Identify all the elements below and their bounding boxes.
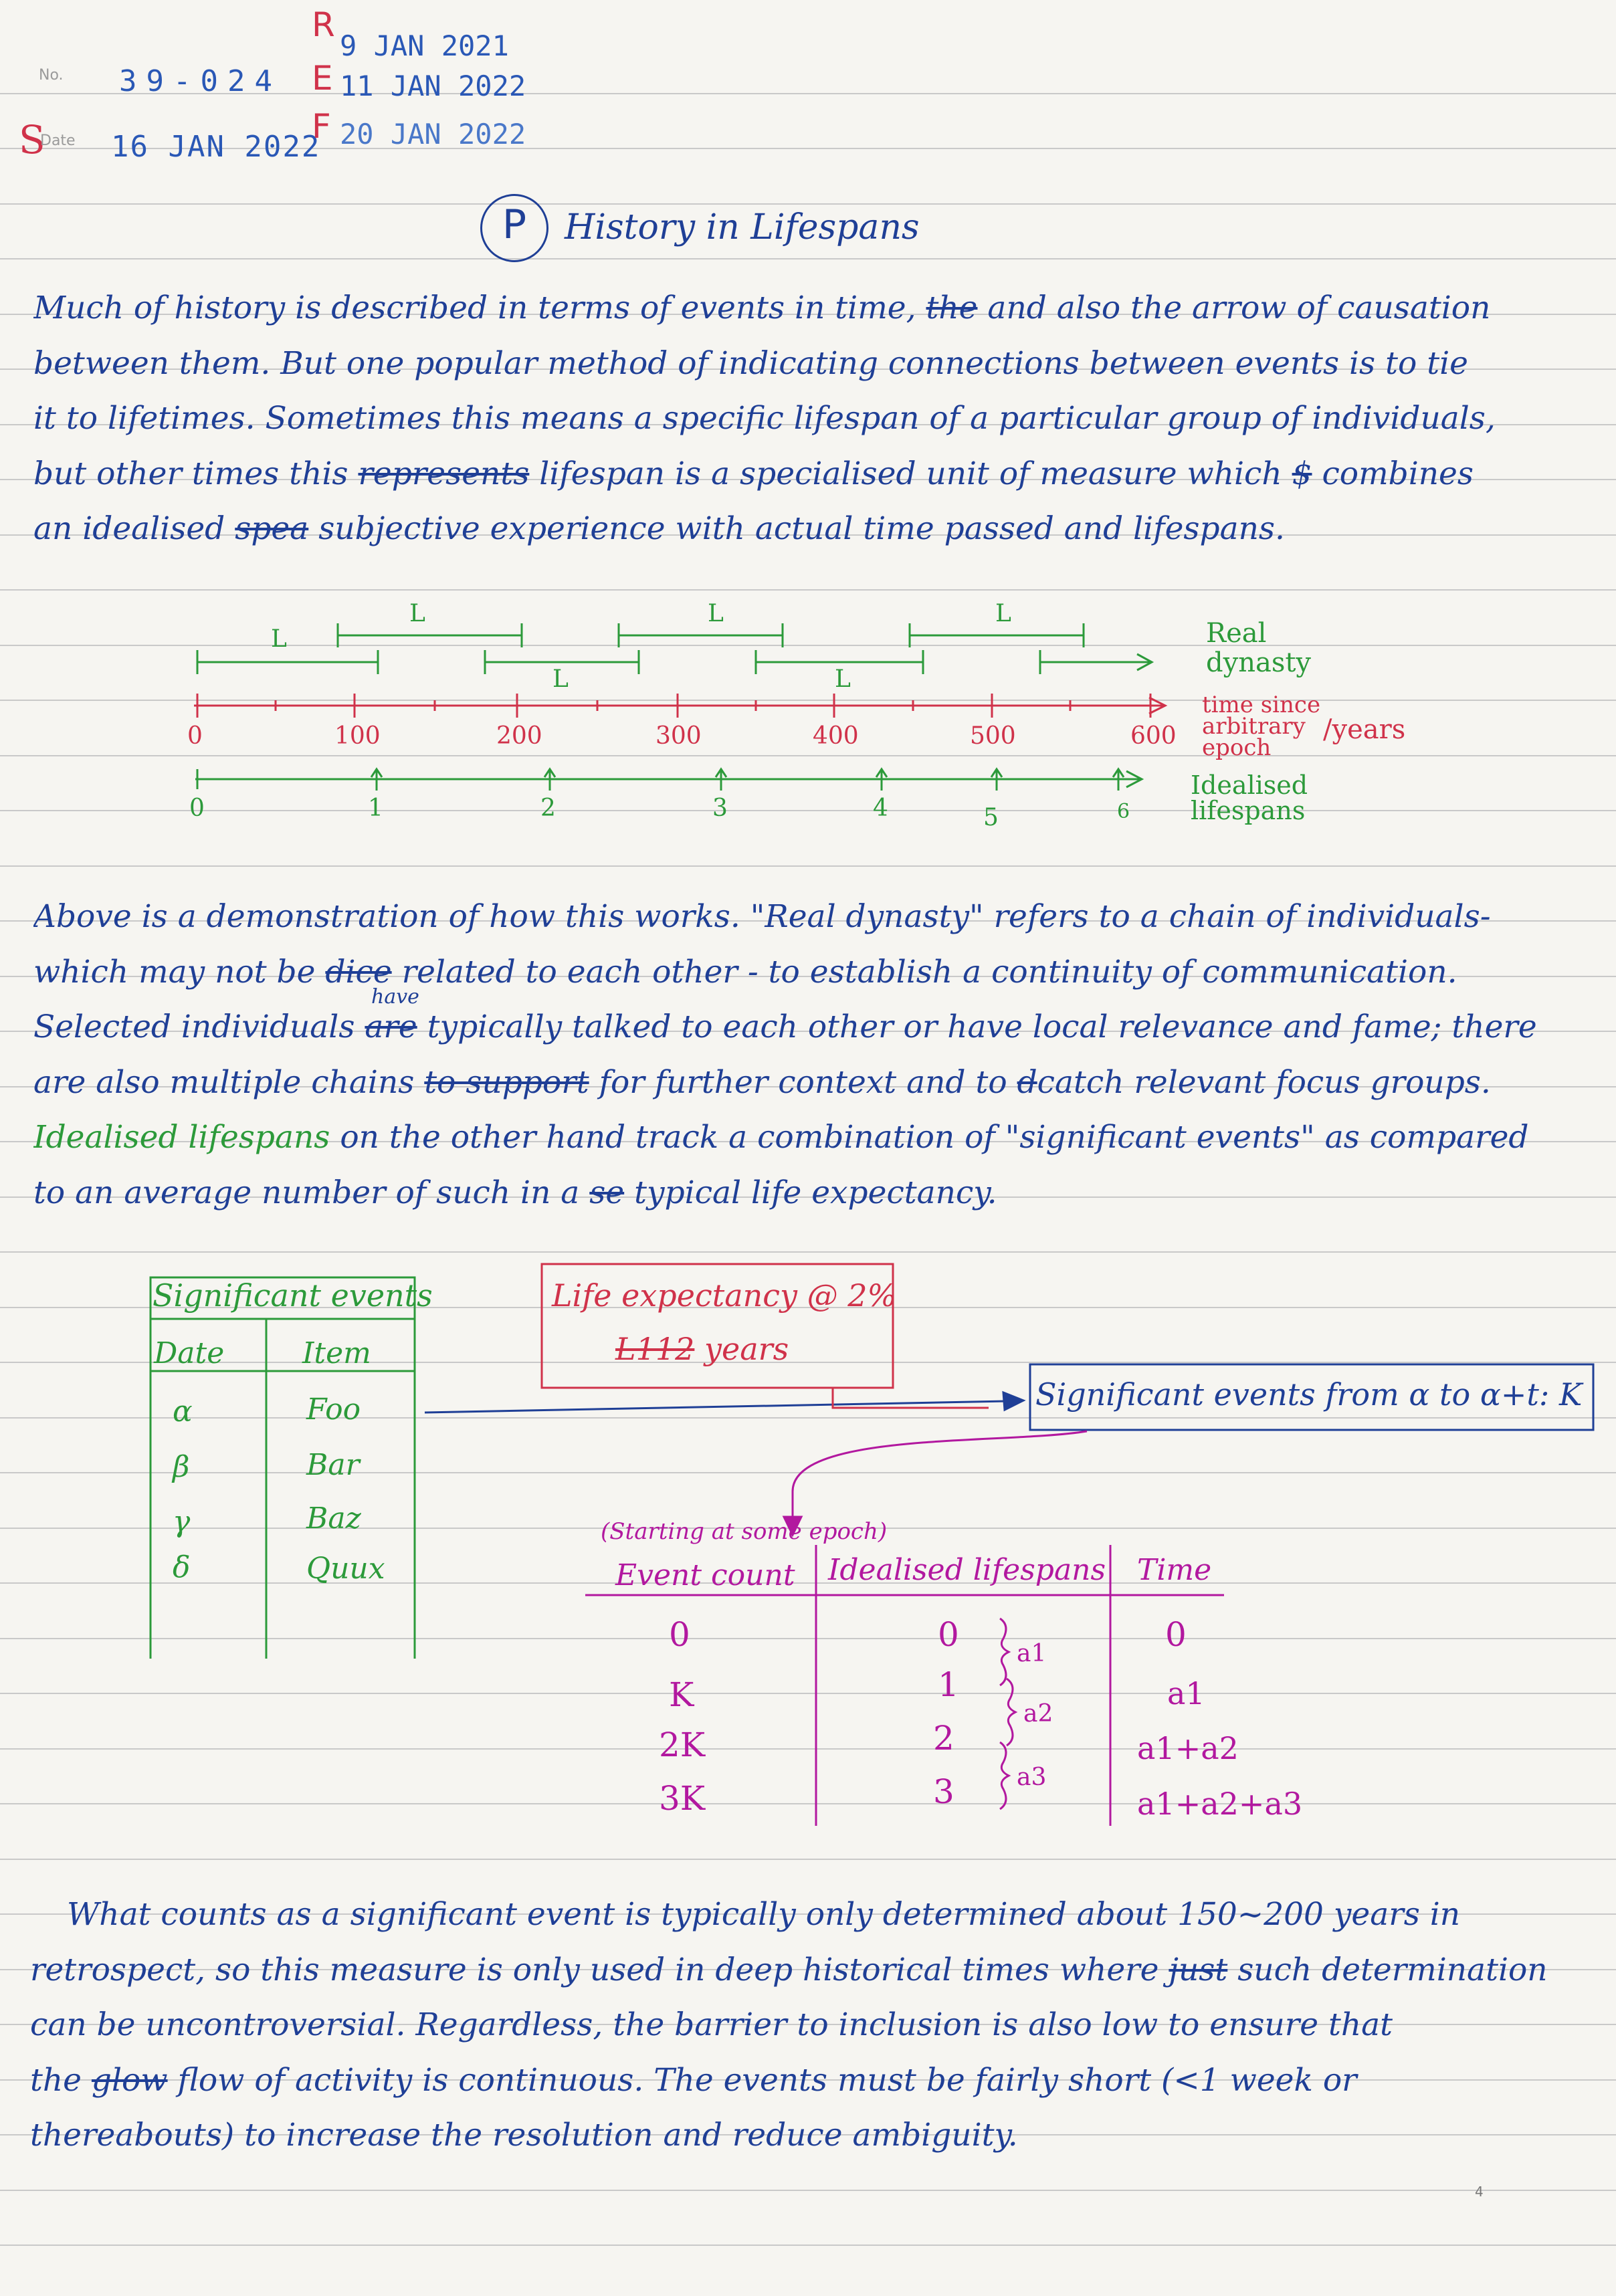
date-stamp: 16 JAN 2022 — [111, 130, 321, 164]
segment-label-l-3: L — [552, 665, 569, 693]
paragraph-3 — [30, 1887, 1589, 2164]
lifespan-tick-4: 4 — [873, 795, 888, 822]
insert-word-have: have — [371, 985, 419, 1009]
lt-lifespan: 1 — [938, 1665, 959, 1704]
p2-line-6: to an average number of such in a se typical life expectancy. — [33, 1174, 997, 1211]
lt-time: a1+a2 — [1137, 1730, 1239, 1766]
sig-row-item: Baz — [306, 1501, 361, 1536]
p1-line-2: between them. But one popular method of indicating connections between events is to tie — [33, 344, 1468, 382]
sig-table-title: Significant events — [153, 1277, 433, 1314]
real-dynasty-label: Real dynasty — [1206, 618, 1312, 678]
lt-lifespan: 0 — [938, 1615, 959, 1654]
tick-100: 100 — [334, 722, 381, 750]
title-circle-letter: P — [502, 201, 527, 248]
s-mark: S — [19, 117, 45, 163]
tick-600: 600 — [1130, 722, 1177, 750]
p3-line-5: thereabouts) to increase the resolution and reduce ambiguity. — [30, 2117, 1018, 2154]
no-label: No. — [39, 67, 64, 84]
p3-line-4: the glow flow of activity is continuous. The events must be fairly short (<1 week or — [30, 2061, 1357, 2099]
lifespan-tick-5: 5 — [983, 804, 999, 831]
segment-label-l-4: L — [708, 600, 724, 627]
sig-row-date: β — [173, 1450, 190, 1484]
ref-date-3: 20 JAN 2022 — [340, 118, 526, 150]
lifespan-tick-6: 6 — [1117, 800, 1130, 823]
sig-row-date: δ — [173, 1550, 191, 1584]
sig-header-date: Date — [154, 1336, 225, 1370]
time-axis-label: time since arbitrary epoch — [1202, 692, 1321, 761]
time-axis-unit: /years — [1323, 714, 1406, 745]
segment-label-l-5: L — [835, 665, 851, 693]
arrow-to-k-box — [425, 1392, 1023, 1413]
lt-header-idealised: Idealised lifespans — [828, 1553, 1106, 1587]
segment-label-l-1: L — [271, 625, 287, 653]
ref-letter-e: E — [312, 59, 333, 98]
life-box-line1: Life expectancy @ 2% — [552, 1277, 897, 1314]
sig-row-date: γ — [173, 1505, 191, 1539]
lt-event-count: K — [669, 1675, 694, 1714]
segment-label-l-6: L — [995, 600, 1011, 627]
life-box-value: L112 years — [615, 1331, 789, 1367]
date-label: Date — [40, 132, 76, 149]
p2-line-1: Above is a demonstration of how this works. "Real dynasty" refers to a chain of individuals- — [33, 898, 1491, 935]
p1-line-3: it to lifetimes. Sometimes this means a specific lifespan of a particular group of individuals, — [33, 400, 1496, 437]
p2-line-4: are also multiple chains to support for further context and to dcatch relevant focus groups. — [33, 1063, 1491, 1101]
page-number: 4 — [1475, 2184, 1484, 2200]
lifespan-tick-3: 3 — [712, 795, 728, 822]
ref-date-1: 9 JAN 2021 — [340, 29, 509, 62]
p1-line-4: but other times this represents lifespan is a specialised unit of measure which $ combines — [33, 455, 1474, 492]
number-stamp: 39-024 — [119, 64, 282, 98]
lt-time: a1+a2+a3 — [1137, 1786, 1303, 1822]
lt-event-count: 0 — [669, 1615, 690, 1654]
p2-line-2: which may not be dice related to each other - to establish a continuity of communication. — [33, 953, 1457, 990]
lt-lifespan: 2 — [933, 1719, 954, 1758]
sig-row-item: Bar — [306, 1448, 360, 1482]
ref-letter-r: R — [312, 5, 335, 44]
segment-label-l-2: L — [409, 600, 425, 627]
tick-500: 500 — [970, 722, 1016, 750]
lt-brace-label: a3 — [1017, 1764, 1047, 1791]
tick-400: 400 — [813, 722, 859, 750]
p3-line-1: What counts as a significant event is typically only determined about 150~200 years in — [67, 1896, 1461, 1933]
page-title: History in Lifespans — [565, 207, 920, 247]
p1-line-5: an idealised spea subjective experience with actual time passed and lifespans. — [33, 510, 1285, 547]
sig-row-item: Foo — [306, 1392, 361, 1427]
lt-header-event-count: Event count — [615, 1558, 795, 1592]
ref-date-2: 11 JAN 2022 — [340, 70, 526, 102]
p2-line-5: Idealised lifespans on the other hand track a combination of "significant events" as compared — [33, 1119, 1529, 1156]
sig-header-item: Item — [302, 1336, 371, 1370]
lt-event-count: 3K — [659, 1779, 706, 1818]
tick-0: 0 — [187, 722, 203, 750]
idealised-lifespans-label: Idealised lifespans — [1191, 770, 1308, 825]
p1-line-1: Much of history is described in terms of events in time, the and also the arrow of causation — [33, 290, 1491, 326]
lifespan-tick-2: 2 — [540, 795, 556, 822]
lifespan-tick-0: 0 — [189, 795, 205, 822]
lt-lifespan: 3 — [933, 1772, 954, 1811]
lt-header-time: Time — [1137, 1553, 1212, 1587]
lt-event-count: 2K — [659, 1726, 706, 1764]
lt-time: 0 — [1165, 1615, 1187, 1654]
sig-table-lines — [150, 1277, 415, 1659]
sig-row-item: Quux — [306, 1552, 385, 1586]
tick-200: 200 — [496, 722, 542, 750]
p2-line-3: Selected individuals are typically talked to each other or have local relevance and fame; there — [33, 1009, 1537, 1045]
tick-300: 300 — [655, 722, 702, 750]
lifespan-tick-1: 1 — [368, 795, 383, 822]
lifespan-table-note: (Starting at some epoch) — [601, 1518, 888, 1545]
p3-line-3: can be uncontroversial. Regardless, the barrier to inclusion is also low to ensure that — [30, 2006, 1393, 2043]
lt-brace-label: a2 — [1023, 1700, 1053, 1728]
k-box-text: Significant events from α to α+t: K — [1035, 1376, 1583, 1413]
sig-row-date: α — [173, 1394, 193, 1429]
ref-letter-f: F — [312, 107, 331, 146]
p3-line-2: retrospect, so this measure is only used in deep historical times where just such determination — [30, 1951, 1548, 1988]
lt-brace-label: a1 — [1017, 1640, 1047, 1667]
lt-time: a1 — [1167, 1675, 1205, 1711]
